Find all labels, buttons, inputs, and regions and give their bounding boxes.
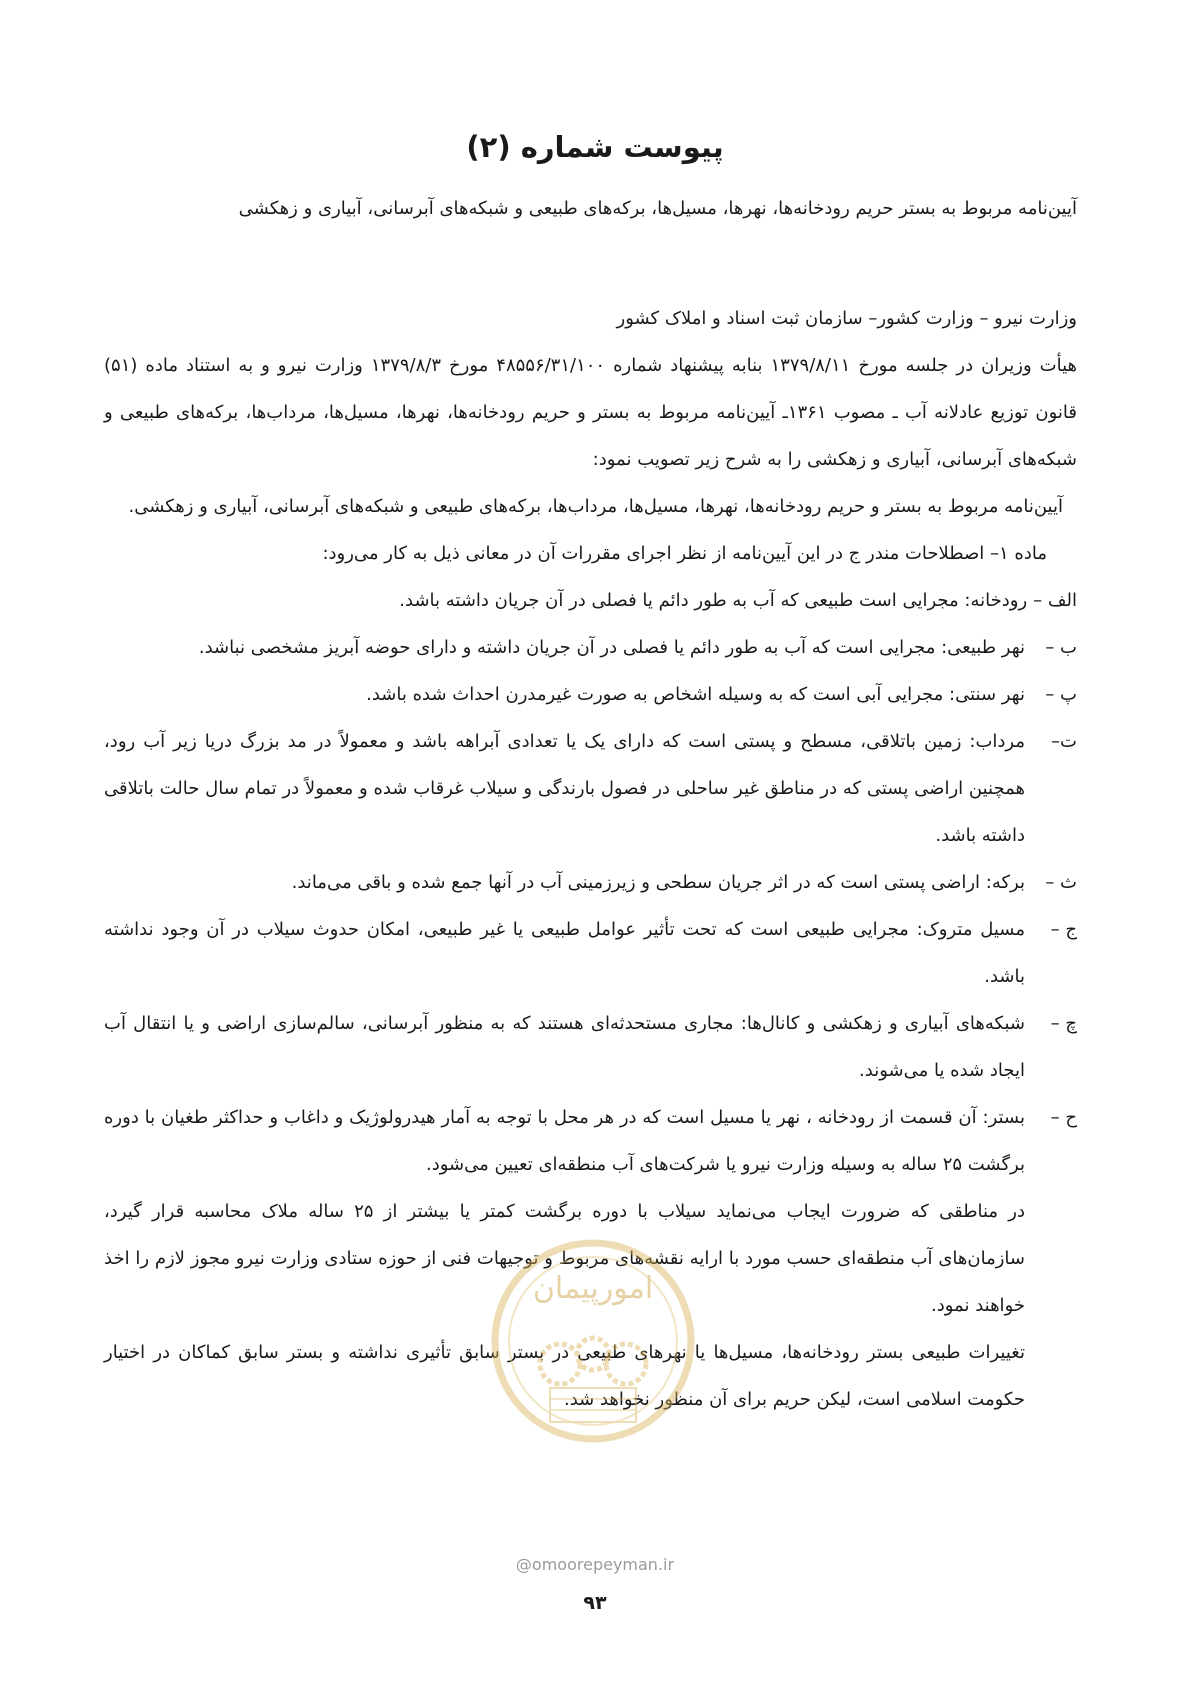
seal-watermark-icon bbox=[488, 1236, 698, 1446]
page-title: پیوست شماره (۲) bbox=[466, 130, 724, 164]
ministries-line: وزارت نیرو – وزارت کشور– سازمان ثبت اسناد و املاک کشور bbox=[616, 308, 1077, 329]
definition-text: نهر سنتی: مجرایی آبی است که به وسیله اشخاص به صورت غیرمدرن احداث شده باشد. bbox=[366, 684, 1025, 705]
note-paragraph-1: در مناطقی که ضرورت ایجاب می‌نماید سیلاب با دوره برگشت کمتر یا بیشتر از ۲۵ ساله ملاک محاسبه قرار گیرد، سازمان‌های آب منطقه‌ای حسب مورد با ارایه نقشه‌های مربوط و توجیهات فنی از حوزه ستادی وزارت نیرو مجوز لازم را اخذ خواهند نمود. bbox=[104, 1201, 1025, 1316]
definition-text: بستر: آن قسمت از رودخانه ، نهر یا مسیل است که در هر محل با توجه به آمار هیدرولوژیک و داغاب و حداکثر طغیان با دوره برگشت ۲۵ ساله به وسیله وزارت نیرو یا شرکت‌های آب منطقه‌ای تعیین می‌شود. bbox=[104, 1107, 1025, 1175]
definition-marker: ح – bbox=[1050, 1107, 1077, 1128]
definition-text: برکه: اراضی پستی است که در اثر جریان سطحی و زیرزمینی آب در آنها جمع شده و باقی می‌ماند. bbox=[291, 872, 1025, 893]
regulation-title-paragraph: آیین‌نامه مربوط به بستر و حریم رودخانه‌ها، نهرها، مسیل‌ها، مرداب‌ها، برکه‌های طبیعی و شبکه‌های آبرسانی، آبیاری و زهکشی. bbox=[128, 496, 1063, 517]
decree-paragraph: هیأت وزیران در جلسه مورخ ۱۳۷۹/۸/۱۱ بنابه پیشنهاد شماره ۴۸۵۵۶/۳۱/۱۰۰ مورخ ۱۳۷۹/۸/۳ وزارت نیرو و به استناد ماده (۵۱) قانون توزیع عادلانه آب ـ مصوب ۱۳۶۱ـ آیین‌نامه مربوط به بستر و حریم رودخانه‌ها، نهرها، مسیل‌ها، مرداب‌ها، برکه‌های طبیعی و شبکه‌های آبرسانی، آبیاری و زهکشی را به شرح زیر تصویب نمود: bbox=[104, 355, 1078, 470]
definition-marker: پ – bbox=[1045, 684, 1077, 705]
page-number: ۹۳ bbox=[583, 1592, 607, 1614]
definition-text: مرداب: زمین باتلاقی، مسطح و پستی است که دارای یک یا تعدادی آبراهه باشد و معمولاً در مد بزرگ دریا زیر آب رود، همچنین اراضی پستی که در مناطق غیر ساحلی در فصول بارندگی و سیلاب غرقاب شده و معمولاً در تمام سال حالت باتلاقی داشته باشد. bbox=[104, 731, 1025, 846]
definition-item bbox=[104, 859, 1077, 906]
definition-item bbox=[104, 671, 1077, 718]
definition-text: مسیل متروک: مجرایی طبیعی است که تحت تأثیر عوامل طبیعی یا غیر طبیعی، امکان حدوث سیلاب در آن وجود نداشته باشد. bbox=[104, 919, 1025, 987]
definition-text: رودخانه: مجرایی است طبیعی که آب به طور دائم یا فصلی در آن جریان داشته باشد. bbox=[399, 590, 1028, 611]
definition-marker: چ – bbox=[1050, 1013, 1077, 1034]
definition-text: نهر طبیعی: مجرایی است که آب به طور دائم یا فصلی در آن جریان داشته و دارای حوضه آبریز مشخصی نباشد. bbox=[198, 637, 1025, 658]
definition-item bbox=[104, 718, 1077, 859]
definition-marker: ث – bbox=[1045, 872, 1077, 893]
definition-marker: الف – bbox=[1033, 590, 1077, 611]
definition-marker: ب – bbox=[1045, 637, 1077, 658]
definition-item bbox=[104, 577, 1077, 624]
definition-marker: ت– bbox=[1051, 731, 1077, 752]
definition-text: شبکه‌های آبیاری و زهکشی و کانال‌ها: مجاری مستحدثه‌ای هستند که به منظور آبرسانی، سالم‌سازی اراضی و یا انتقال آب ایجاد شده یا می‌شوند. bbox=[104, 1013, 1025, 1081]
definition-item bbox=[104, 906, 1077, 1000]
definition-item bbox=[104, 1094, 1077, 1188]
article-1: ماده ۱– اصطلاحات مندر ج در این آیین‌نامه از نظر اجرای مقررات آن در معانی ذیل به کار می‌رود: bbox=[322, 543, 1047, 564]
definition-item bbox=[104, 1000, 1077, 1094]
page-subtitle: آیین‌نامه مربوط به بستر حریم رودخانه‌ها، نهرها، مسیل‌ها، برکه‌های طبیعی و شبکه‌های آبرسانی، آبیاری و زهکشی bbox=[238, 198, 1077, 219]
definition-marker: ج – bbox=[1050, 919, 1077, 940]
watermark-website: @omoorepeyman.ir bbox=[515, 1555, 675, 1574]
note-paragraph-2: تغییرات طبیعی بستر رودخانه‌ها، مسیل‌ها یا نهرهای طبیعی در بستر سابق تأثیری نداشته و بستر سابق کماکان در اختیار حکومت اسلامی است، لیکن حریم برای آن منظور نخواهد شد. bbox=[104, 1342, 1025, 1410]
definition-item bbox=[104, 624, 1077, 671]
seal-label: امورپیمان bbox=[532, 1271, 654, 1306]
